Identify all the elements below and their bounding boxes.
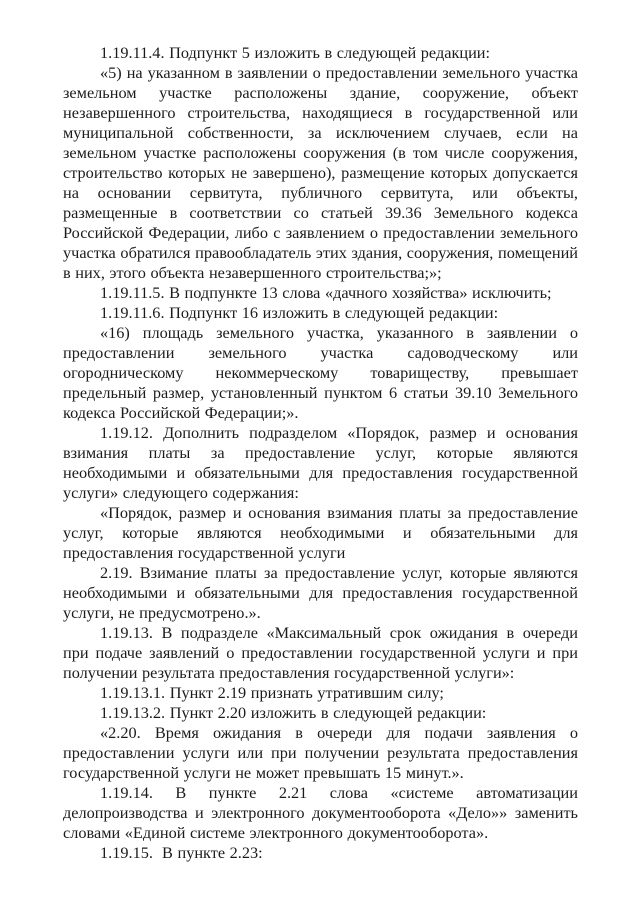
paragraph-subsection-heading-quote: «Порядок, размер и основания взимания платы за предоставление услуг, которые являются необходимыми и обязательными для предоставления государственной услуги <box>63 503 578 562</box>
paragraph-clause-1-19-11-5: 1.19.11.5. В подпункте 13 слова «дачного хозяйства» исключить; <box>100 283 552 302</box>
paragraph-subclause-16-text: «16) площадь земельного участка, указанного в заявлении о предоставлении земельного участка садоводческому или огородническому некоммерческому товариществу, превышает предельный размер, установленный пунктом 6 статьи 39.10 Земельного кодекса Российской Федерации;». <box>63 323 578 422</box>
document-text-block <box>63 43 578 863</box>
paragraph-clause-1-19-11-4: 1.19.11.4. Подпункт 5 изложить в следующей редакции: <box>100 43 491 62</box>
paragraph-clause-1-19-11-6: 1.19.11.6. Подпункт 16 изложить в следующей редакции: <box>100 303 499 322</box>
paragraph-clause-1-19-13-2: 1.19.13.2. Пункт 2.20 изложить в следующей редакции: <box>100 703 487 722</box>
paragraph-clause-2-19-text: 2.19. Взимание платы за предоставление услуг, которые являются необходимыми и обязательными для предоставления государственной услуги, не предусмотрено.». <box>63 563 578 622</box>
paragraph-clause-1-19-14: 1.19.14. В пункте 2.21 слова «системе автоматизации делопроизводства и электронного документооборота «Дело»» заменить словами «Единой системе электронного документооборота». <box>63 783 578 842</box>
paragraph-clause-2-20-text: «2.20. Время ожидания в очереди для подачи заявления о предоставлении услуги или при получении результата предоставления государственной услуги не может превышать 15 минут.». <box>63 723 578 782</box>
paragraph-subclause-5-text: «5) на указанном в заявлении о предоставлении земельного участка земельном участке расположены здание, сооружение, объект незавершенного строительства, находящиеся в государственной или муниципальной собственности, за исключением случаев, если на земельном участке расположены сооружения (в том числе сооружения, строительство которых не завершено), размещение которых допускается на основании сервитута, публичного сервитута, или объекты, размещенные в соответствии со статьей 39.36 Земельного кодекса Российской Федерации, либо с заявлением о предоставлении земельного участка обратился правообладатель этих здания, сооружения, помещений в них, этого объекта незавершенного строительства;»; <box>63 63 578 282</box>
paragraph-clause-1-19-13-1: 1.19.13.1. Пункт 2.19 признать утратившим силу; <box>100 683 444 702</box>
paragraph-clause-1-19-15: 1.19.15. В пункте 2.23: <box>100 843 263 862</box>
paragraph-clause-1-19-12: 1.19.12. Дополнить подразделом «Порядок, размер и основания взимания платы за предоставление услуг, которые являются необходимыми и обязательными для предоставления государственной услуги» следующего содержания: <box>63 423 578 502</box>
paragraph-clause-1-19-13: 1.19.13. В подразделе «Максимальный срок ожидания в очереди при подаче заявлений о предоставлении государственной услуги и при получении результата предоставления государственной услуги»: <box>63 623 578 682</box>
